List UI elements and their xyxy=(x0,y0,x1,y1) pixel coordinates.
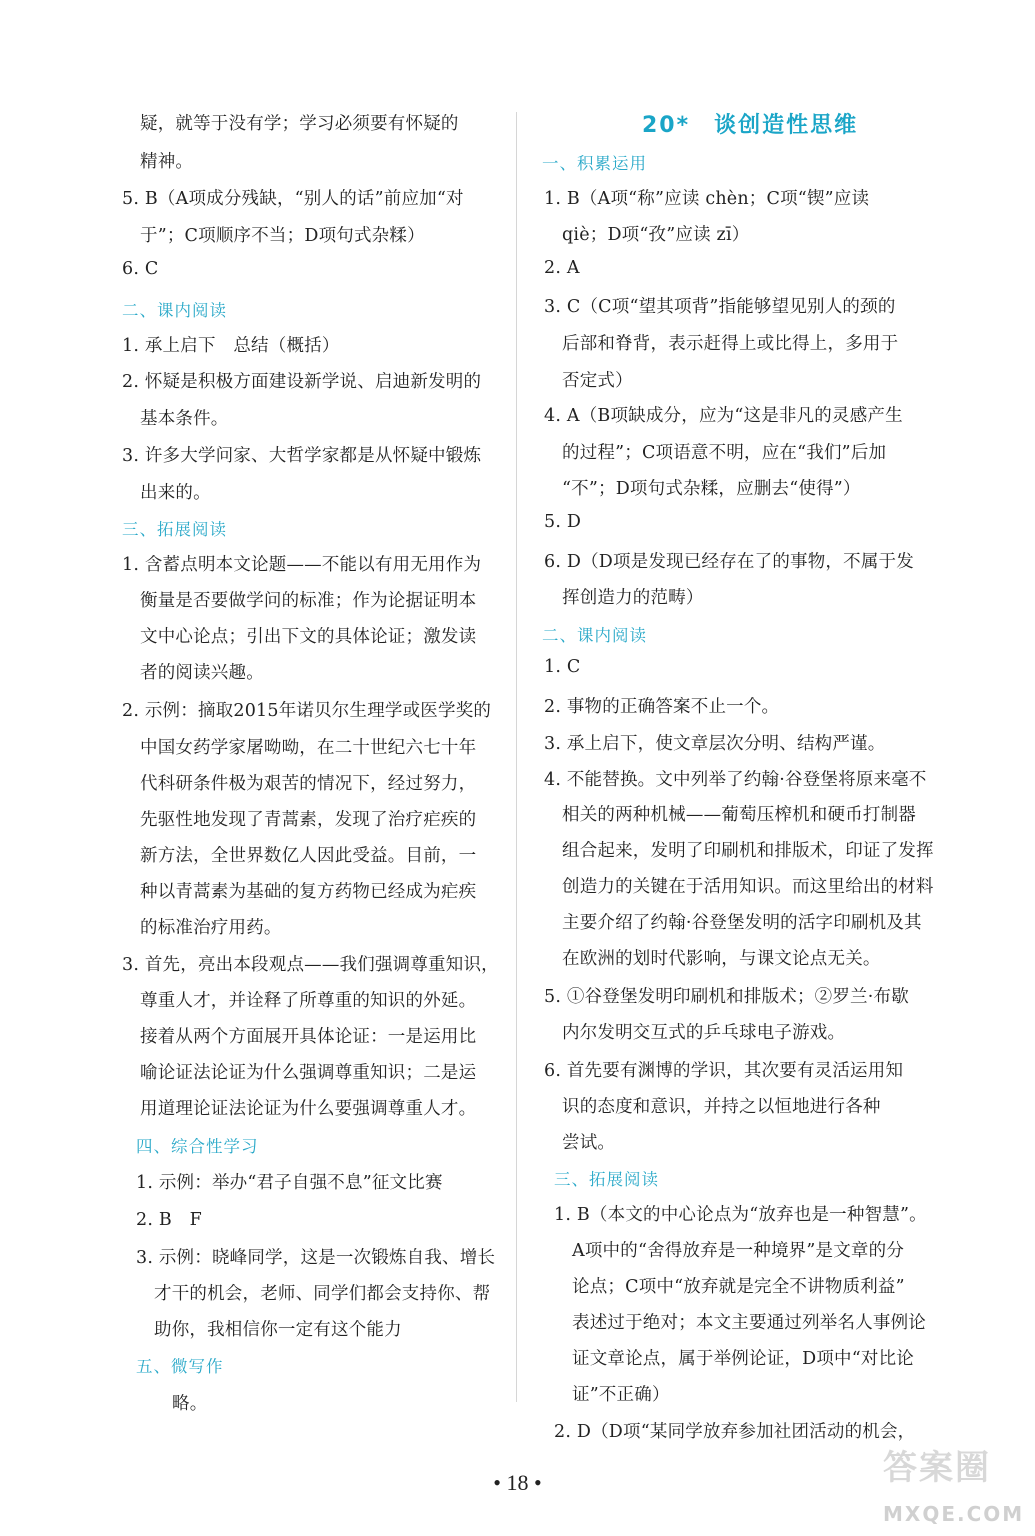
text-line: 证文章论点，属于举例论证，D项中“对比论 xyxy=(572,1349,914,1369)
text-line: 者的阅读兴趣。 xyxy=(140,663,264,683)
section-heading: 二、课内阅读 xyxy=(122,301,227,320)
section-heading: 四、综合性学习 xyxy=(136,1137,259,1156)
text-line: 1. 示例：举办“君子自强不息”征文比赛 xyxy=(136,1173,443,1193)
text-line: 疑，就等于没有学；学习必须要有怀疑的 xyxy=(140,114,459,134)
text-line: 挥创造力的范畴） xyxy=(562,588,704,608)
text-line: 略。 xyxy=(172,1394,208,1414)
watermark-url: MXQE.COM xyxy=(883,1502,1025,1526)
text-line: 代科研条件极为艰苦的情况下，经过努力， xyxy=(140,774,477,794)
text-line: 识的态度和意识，并持之以恒地进行各种 xyxy=(562,1097,881,1117)
text-line: 于”；C项顺序不当；D项句式杂糅） xyxy=(140,226,425,246)
text-line: 组合起来，发明了印刷机和排版术，印证了发挥 xyxy=(562,841,934,861)
text-line: 创造力的关键在于活用知识。而这里给出的材料 xyxy=(562,877,934,897)
text-line: 内尔发明交互式的乒乓球电子游戏。 xyxy=(562,1023,846,1043)
site-watermark xyxy=(877,1436,1027,1528)
text-line: 否定式） xyxy=(562,371,633,391)
text-line: A项中的“舍得放弃是一种境界”是文章的分 xyxy=(572,1241,905,1261)
section-heading: 二、课内阅读 xyxy=(542,626,647,645)
text-line: 1. 含蓄点明本文论题——不能以有用无用作为 xyxy=(122,555,482,575)
text-line: 的过程”；C项语意不明，应在“我们”后加 xyxy=(562,443,887,463)
text-line: 3. 首先，亮出本段观点——我们强调尊重知识， xyxy=(122,955,499,975)
text-line: 5. B（A项成分残缺，“别人的话”前应加“对 xyxy=(122,189,464,209)
text-line: 6. C xyxy=(122,259,159,279)
text-line: 尝试。 xyxy=(562,1133,616,1153)
text-line: 出来的。 xyxy=(140,483,211,503)
text-line: 2. A xyxy=(544,258,580,278)
text-line: 论点；C项中“放弃就是完全不讲物质利益” xyxy=(572,1277,905,1297)
text-line: 尊重人才，并诠释了所尊重的知识的外延。 xyxy=(140,991,477,1011)
text-line: 6. D（D项是发现已经存在了的事物，不属于发 xyxy=(544,552,914,572)
section-heading: 五、微写作 xyxy=(136,1357,224,1376)
text-line: 接着从两个方面展开具体论证：一是运用比 xyxy=(140,1027,477,1047)
text-line: 表述过于绝对；本文主要通过列举名人事例论 xyxy=(572,1313,926,1333)
text-line: 才干的机会，老师、同学们都会支持你、帮 xyxy=(154,1284,491,1304)
text-line: 1. B（A项“称”应读 chèn；C项“锲”应读 xyxy=(544,189,870,209)
text-line: 3. C（C项“望其项背”指能够望见别人的颈的 xyxy=(544,297,896,317)
text-line: 精神。 xyxy=(140,152,194,172)
text-line: 2. 事物的正确答案不止一个。 xyxy=(544,697,780,717)
text-line: 的标准治疗用药。 xyxy=(140,918,282,938)
text-line: 中国女药学家屠呦呦，在二十世纪六七十年 xyxy=(140,738,477,758)
text-line: 4. 不能替换。文中列举了约翰·谷登堡将原来毫不 xyxy=(544,770,927,790)
text-line: 相关的两种机械——葡萄压榨机和硬币打制器 xyxy=(562,805,916,825)
text-line: 3. 许多大学问家、大哲学家都是从怀疑中锻炼 xyxy=(122,446,482,466)
text-line: “不”；D项句式杂糅，应删去“使得”） xyxy=(562,479,861,499)
text-line: 1. C xyxy=(544,657,581,677)
text-line: qiè；D项“孜”应读 zī） xyxy=(562,225,750,245)
text-line: 5. D xyxy=(544,512,582,532)
watermark-logo-text: 答案圈 xyxy=(883,1448,991,1488)
text-line: 用道理论证法论证为什么要强调尊重人才。 xyxy=(140,1099,477,1119)
text-line: 1. B（本文的中心论点为“放弃也是一种智慧”。 xyxy=(554,1205,927,1225)
section-heading: 三、拓展阅读 xyxy=(554,1170,659,1189)
page-number: • 18 • xyxy=(493,1470,542,1495)
text-line: 助你，我相信你一定有这个能力 xyxy=(154,1320,402,1340)
text-line: 2. D（D项“某同学放弃参加社团活动的机会， xyxy=(554,1422,916,1442)
text-line: 文中心论点；引出下文的具体论证；激发读 xyxy=(140,627,477,647)
text-line: 种以青蒿素为基础的复方药物已经成为疟疾 xyxy=(140,882,477,902)
text-line: 2. 示例：摘取2015年诺贝尔生理学或医学奖的 xyxy=(122,701,492,721)
section-heading: 三、拓展阅读 xyxy=(122,520,227,539)
text-line: 4. A（B项缺成分，应为“这是非凡的灵感产生 xyxy=(544,406,903,426)
text-line: 基本条件。 xyxy=(140,409,229,429)
text-line: 先驱性地发现了青蒿素，发现了治疗疟疾的 xyxy=(140,810,477,830)
text-line: 新方法，全世界数亿人因此受益。目前，一 xyxy=(140,846,477,866)
text-line: 在欧洲的划时代影响，与课文论点无关。 xyxy=(562,949,881,969)
text-line: 喻论证法论证为什么强调尊重知识；二是运 xyxy=(140,1063,477,1083)
text-line: 3. 示例：晓峰同学，这是一次锻炼自我、增长 xyxy=(136,1248,496,1268)
text-line: 5. ①谷登堡发明印刷机和排版术；②罗兰·布歇 xyxy=(544,987,909,1007)
text-line: 证”不正确） xyxy=(572,1385,670,1405)
text-line: 3. 承上启下，使文章层次分明、结构严谨。 xyxy=(544,734,886,754)
section-heading: 一、积累运用 xyxy=(542,154,647,173)
lesson-title: 20* 谈创造性思维 xyxy=(642,113,859,138)
text-line: 衡量是否要做学问的标准；作为论据证明本 xyxy=(140,591,477,611)
text-line: 1. 承上启下 总结（概括） xyxy=(122,336,340,356)
column-divider xyxy=(516,112,517,1402)
text-line: 2. 怀疑是积极方面建设新学说、启迪新发明的 xyxy=(122,372,482,392)
text-line: 主要介绍了约翰·谷登堡发明的活字印刷机及其 xyxy=(562,913,922,933)
text-line: 2. B F xyxy=(136,1210,202,1230)
text-line: 6. 首先要有渊博的学识，其次要有灵活运用知 xyxy=(544,1061,904,1081)
text-line: 后部和脊背，表示赶得上或比得上，多用于 xyxy=(562,334,899,354)
